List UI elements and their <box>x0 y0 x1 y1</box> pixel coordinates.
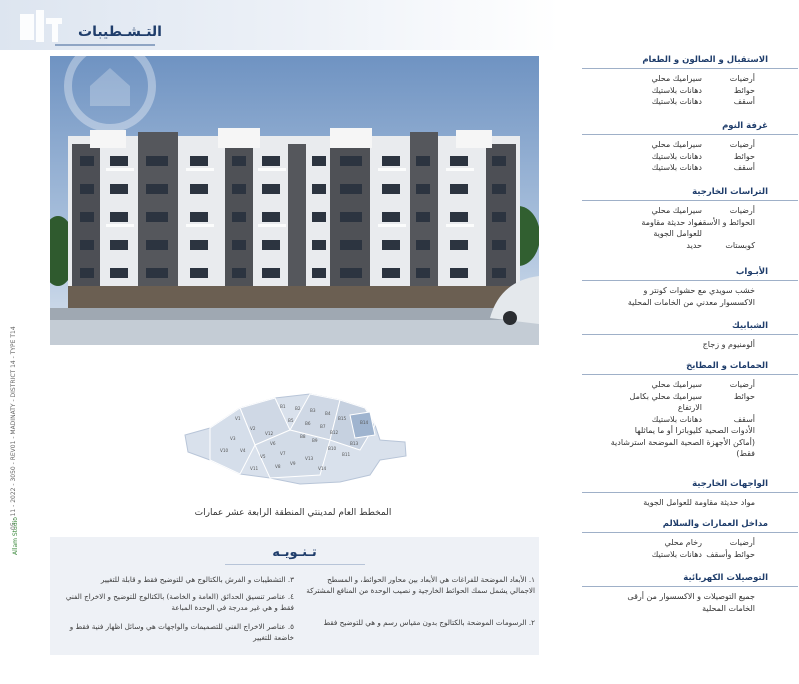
svg-text:V8: V8 <box>275 464 281 469</box>
spec-value: دهانات بلاستيك <box>651 163 702 172</box>
spec-key: كوبستات <box>725 240 755 250</box>
notes-title: تـنـويـه <box>272 545 317 560</box>
spec-key: الأدوات الصحية <box>705 426 755 435</box>
spec-row <box>582 549 798 561</box>
spec-text: مواد حديثة مقاومة للعوامل الجوية <box>643 498 755 507</box>
svg-text:V7: V7 <box>280 451 286 456</box>
spec-row <box>582 437 798 449</box>
spec-key: أرضيات <box>729 380 755 389</box>
spec-value: للعوامل الجوية <box>653 229 702 238</box>
spec-value: حديد <box>686 240 702 250</box>
spec-row <box>582 151 798 163</box>
spec-value: دهانات بلاستيك <box>651 97 702 106</box>
svg-text:B2: B2 <box>295 406 301 411</box>
spec-row <box>582 379 798 391</box>
svg-text:B11: B11 <box>342 452 351 457</box>
svg-text:V2: V2 <box>250 426 256 431</box>
svg-text:V14: V14 <box>318 466 327 471</box>
spec-section-entrances-stairs <box>582 516 798 560</box>
spec-value: مواد حديثة مقاومة <box>641 217 702 227</box>
spec-row <box>582 402 798 414</box>
spec-value: سيراميك محلي <box>651 140 702 149</box>
spec-key: أرضيات <box>729 140 755 149</box>
notes-box <box>50 537 539 655</box>
map-caption: المخطط العام لمدينتي المنطقة الرابعة عشر عمارات <box>194 508 392 518</box>
svg-text:B4: B4 <box>325 411 331 416</box>
note-item: ٥. عناصر الاخراج الفني للتصميمات والواجهات هي وسائل اظهار فنية فقط و خاضعة للتغيير <box>69 622 294 642</box>
svg-text:B13: B13 <box>350 441 359 446</box>
svg-text:B1: B1 <box>280 404 286 409</box>
spec-section-title: الحمامات و المطابخ <box>582 358 798 375</box>
svg-text:V13: V13 <box>305 456 314 461</box>
spec-row <box>582 391 798 403</box>
spec-row <box>582 139 798 151</box>
spec-value: الارتفاع <box>677 403 702 412</box>
svg-text:B8: B8 <box>300 434 306 439</box>
spec-value: فقط) <box>736 449 755 458</box>
spec-key: أرضيات <box>729 538 755 547</box>
note-item: ١. الأبعاد الموضحة للفراغات هي الأبعاد بين محاور الحوائط، و المسطح الاجمالي يشمل سمك الحوائط الخارجية و نصيب الوحدة من المنافع المشتركة <box>306 575 535 595</box>
spec-row <box>582 448 798 460</box>
spec-key: حوائط <box>733 85 755 95</box>
spec-section-title: الشبابيك <box>582 318 798 335</box>
spec-section-title: التراسات الخارجية <box>582 184 798 201</box>
spec-section-title: التوصيلات الكهربائية <box>582 570 798 587</box>
svg-text:V4: V4 <box>240 448 246 453</box>
spec-row <box>582 217 798 229</box>
brand-logo-icon <box>18 8 66 46</box>
spec-section-facades <box>582 476 798 509</box>
spec-section-title: الواجهات الخارجية <box>582 476 798 493</box>
spec-value: دهانات بلاستيك <box>651 85 702 95</box>
spec-value: كليوباترا أو ما يماثلها <box>634 426 702 435</box>
title-underline <box>55 44 155 46</box>
document-reference: 05 - 11 - 2022 - 3050 - REV01 - MADINATY - DISTRICT 14 - TYPE T14 <box>10 326 17 530</box>
spec-section-bathrooms-kitchens <box>582 358 798 460</box>
spec-text: ألومنيوم و زجاج <box>702 340 755 349</box>
spec-row <box>582 414 798 426</box>
spec-row <box>582 205 798 217</box>
spec-value: سيراميك محلي <box>651 74 702 83</box>
spec-section-title: مداخل العمارات والسلالم <box>582 516 798 533</box>
svg-text:B6: B6 <box>305 421 311 426</box>
spec-section-title: غرفة النوم <box>582 118 798 135</box>
spec-key: الحوائط و الأسقف <box>694 217 755 227</box>
svg-text:B12: B12 <box>330 430 339 435</box>
studio-brand: Allam Studio <box>12 517 19 555</box>
spec-key: أرضيات <box>729 74 755 83</box>
spec-value: دهانات بلاستيك <box>651 151 702 161</box>
note-item: ٣. التشطيبات و الفرش بالكتالوج هي للتوضيح فقط و قابلة للتغيير <box>100 575 294 584</box>
page-title: التـشـطيبات <box>78 24 162 40</box>
svg-text:B14: B14 <box>360 420 369 425</box>
spec-row <box>582 240 798 252</box>
spec-value: سيراميك محلي <box>651 206 702 215</box>
spec-text: الاكسسوار معدني من الخامات المحلية <box>627 297 755 307</box>
spec-key: حوائط <box>733 391 755 401</box>
spec-value: سيراميك محلي بكامل <box>629 391 702 401</box>
spec-row <box>582 228 798 240</box>
svg-text:V12: V12 <box>265 431 274 436</box>
svg-text:V5: V5 <box>260 454 266 459</box>
spec-key: أرضيات <box>729 206 755 215</box>
spec-section-title: الاستقبال و الصالون و الطعام <box>582 52 798 69</box>
spec-value: رخام محلي <box>664 538 702 547</box>
svg-text:V3: V3 <box>230 436 236 441</box>
spec-section-bedroom <box>582 118 798 174</box>
spec-text: خشب سويدي مع حشوات كونتر و <box>643 286 755 295</box>
spec-row <box>582 537 798 549</box>
spec-key: أسقف <box>733 163 755 172</box>
spec-row <box>582 425 798 437</box>
svg-text:V10: V10 <box>220 448 229 453</box>
notes-title-underline <box>225 564 365 565</box>
spec-section-windows <box>582 318 798 351</box>
spec-section-doors <box>582 264 798 308</box>
spec-row <box>582 73 798 85</box>
svg-text:B7: B7 <box>320 424 326 429</box>
spec-row <box>582 162 798 174</box>
spec-section-electrical <box>582 570 798 614</box>
svg-text:V6: V6 <box>270 441 276 446</box>
spec-value: دهانات بلاستيك <box>651 414 702 424</box>
spec-key: حوائط <box>733 151 755 161</box>
spec-row <box>582 96 798 108</box>
spec-key: أسقف <box>733 97 755 106</box>
spec-text: الخامات المحلية <box>702 603 755 613</box>
spec-section-terraces <box>582 184 798 251</box>
svg-text:B15: B15 <box>338 416 347 421</box>
svg-text:V9: V9 <box>290 461 296 466</box>
svg-text:V1: V1 <box>235 416 241 421</box>
note-item: ٢. الرسومات الموضحة بالكتالوج بدون مقياس رسم و هي للتوضيح فقط <box>323 618 535 627</box>
spec-text: جميع التوصيلات و الاكسسوار من أرقى <box>627 592 755 601</box>
svg-text:V11: V11 <box>250 466 259 471</box>
svg-text:B10: B10 <box>328 446 337 451</box>
master-plan-map <box>180 390 410 490</box>
spec-key: حوائط وأسقف <box>706 549 755 559</box>
spec-value: دهانات بلاستيك <box>651 549 702 559</box>
spec-value: سيراميك محلي <box>651 380 702 389</box>
spec-row <box>582 85 798 97</box>
spec-key: أسقف <box>733 414 755 424</box>
svg-text:B3: B3 <box>310 408 316 413</box>
spec-value: (أماكن الأجهزة الصحية الموضحة استرشادية <box>610 437 755 447</box>
note-item: ٤. عناصر تنسيق الحدائق (العامة و الخاصة) بالكتالوج للتوضيح و الاخراج الفني فقط و هي غير مدرجة في الوحدة المباعة <box>65 592 294 612</box>
svg-text:B9: B9 <box>312 438 318 443</box>
spec-section-title: الأبـواب <box>582 264 798 281</box>
building-render-image <box>50 56 539 345</box>
spec-section-reception <box>582 52 798 108</box>
svg-text:B5: B5 <box>288 418 294 423</box>
